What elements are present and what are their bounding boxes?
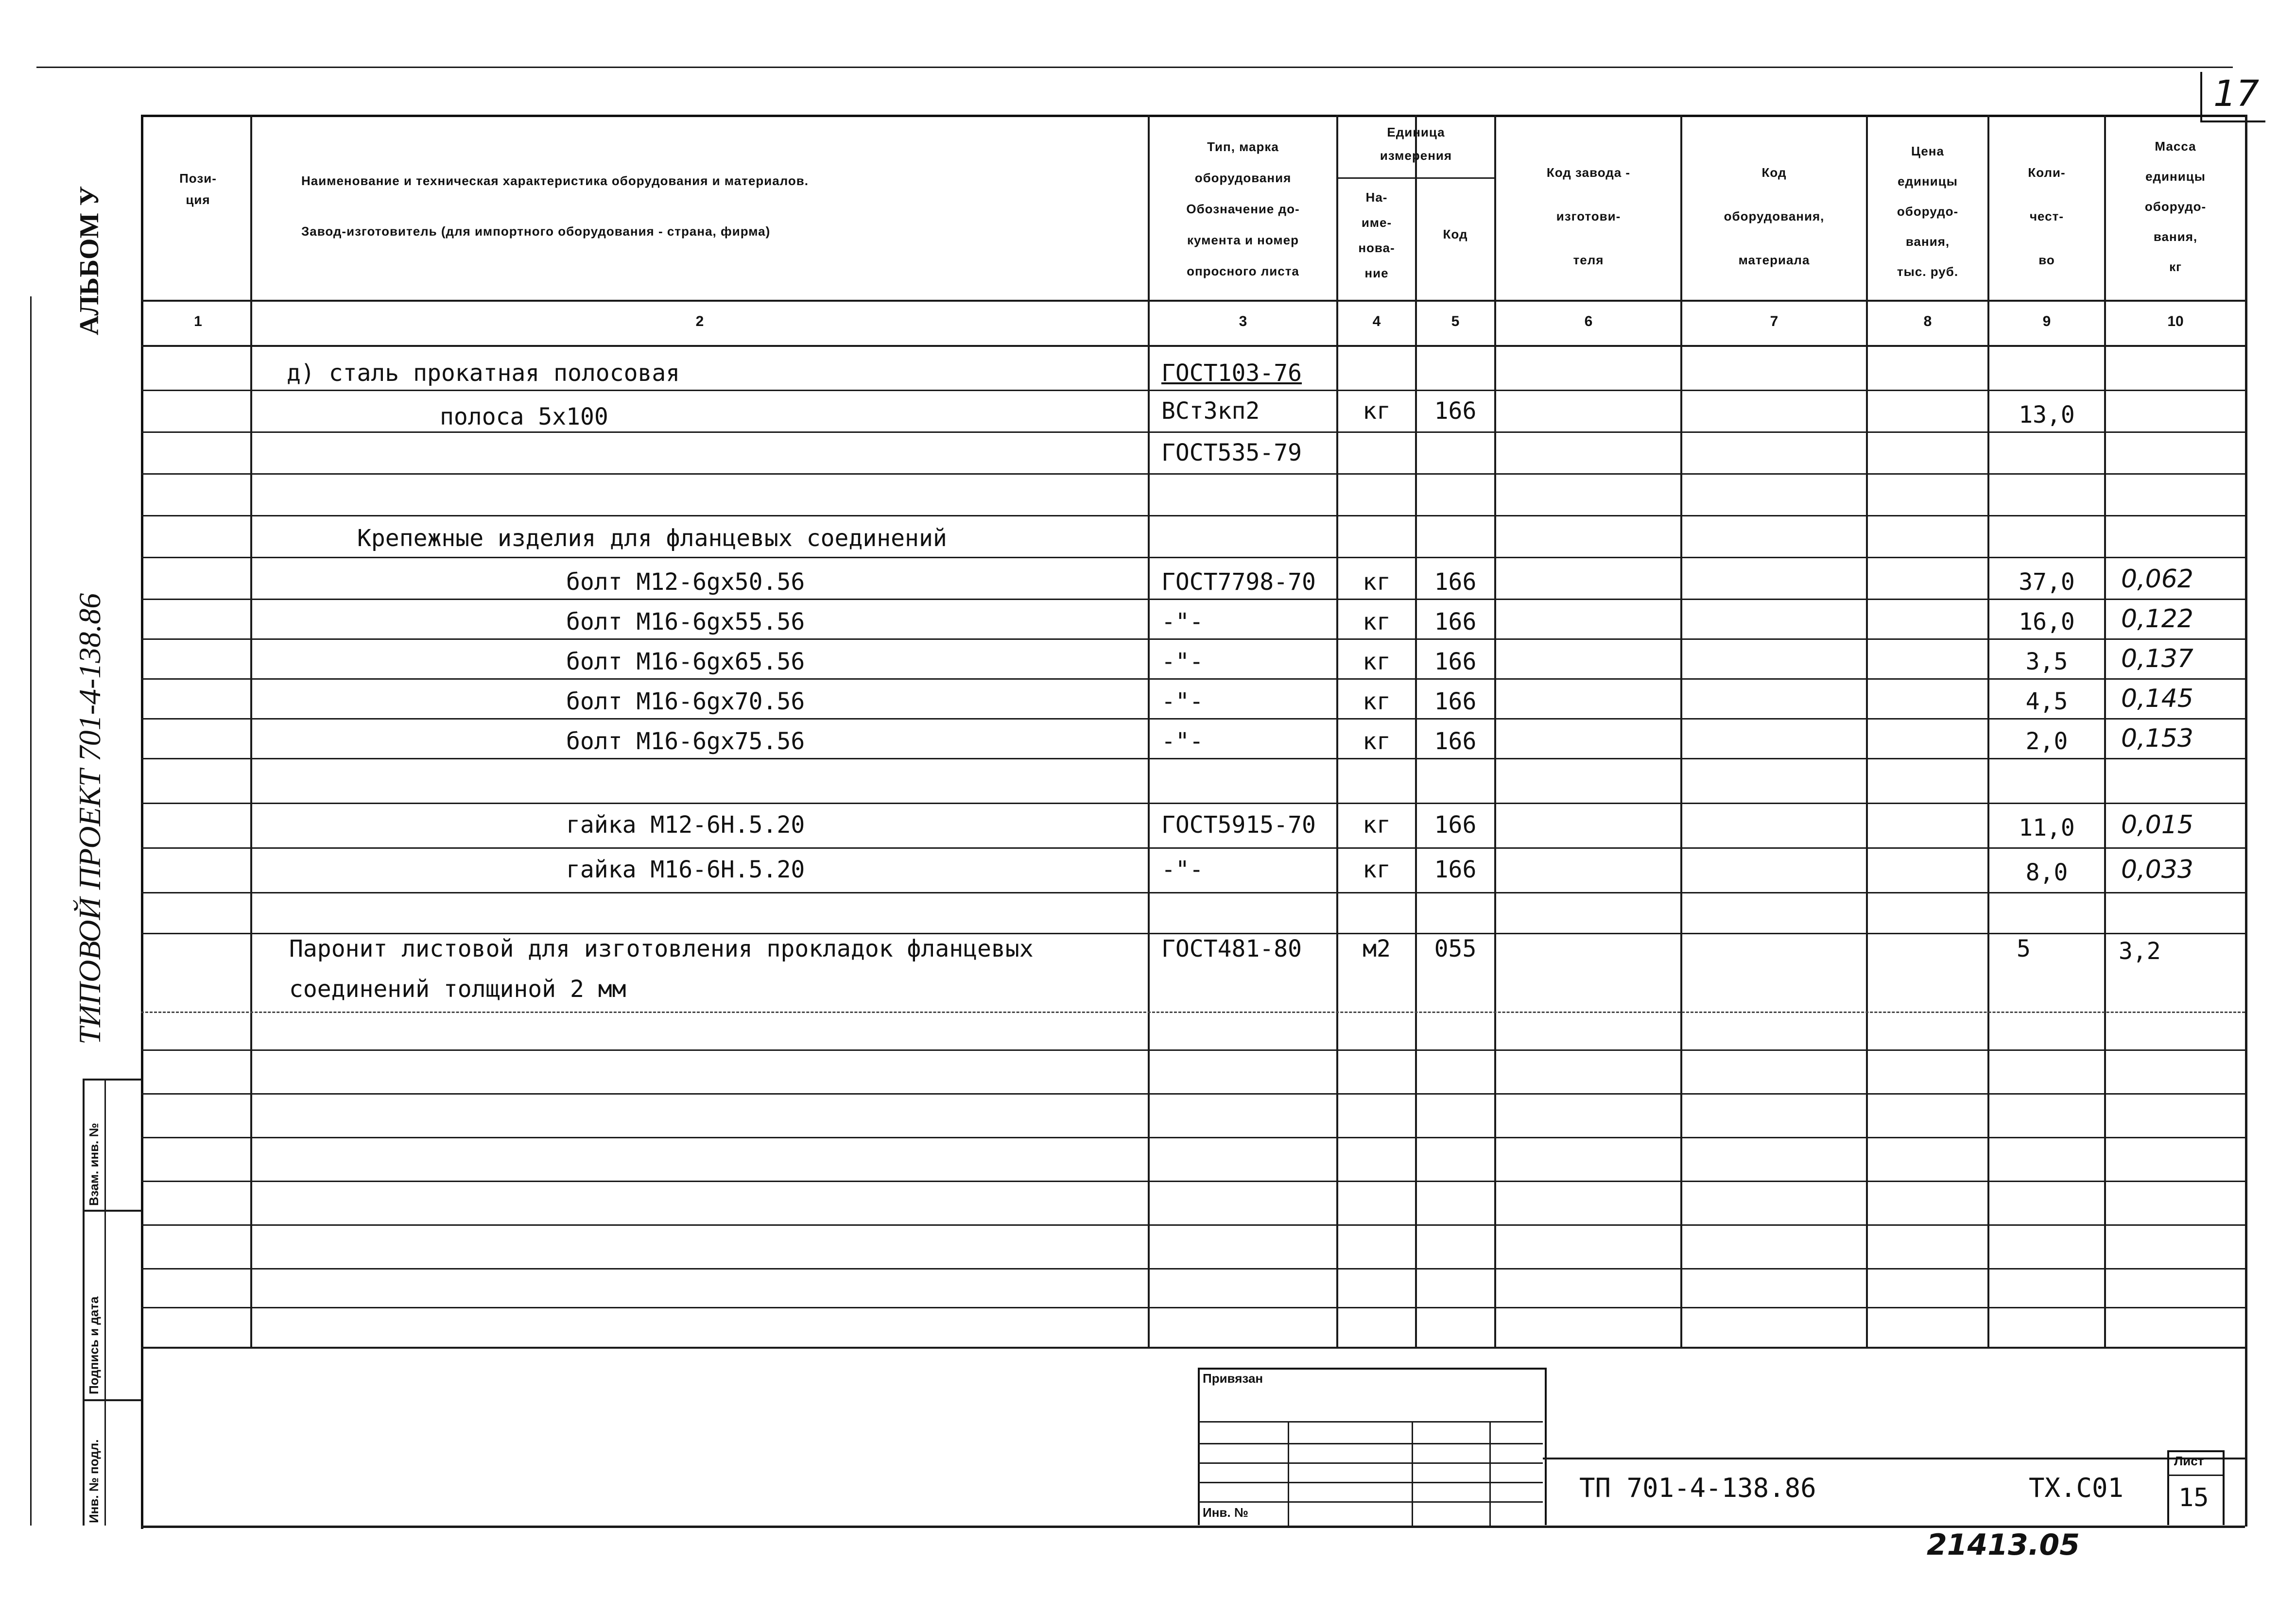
table-row-qty: 11,0 xyxy=(2019,814,2075,841)
table-row-doc: ВСт3кп2 xyxy=(1161,397,1260,425)
table-row-doc: -"- xyxy=(1161,728,1204,755)
table-row-name: гайка М12-6Н.5.20 xyxy=(566,811,805,839)
table-row-unit: м2 xyxy=(1363,935,1391,962)
table-row-unit: кг xyxy=(1363,608,1391,635)
column-number: 2 xyxy=(695,313,704,329)
header-price: Цена единицы оборудо- вания, тыс. руб. xyxy=(1897,144,1959,279)
table-row-mass: 0,153 xyxy=(2121,724,2193,753)
header-position: Пози- ция xyxy=(179,171,217,207)
column-number: 9 xyxy=(2042,313,2051,329)
table-row-unit: кг xyxy=(1363,856,1391,883)
table-row-name: д) сталь прокатная полосовая xyxy=(287,360,680,387)
header-maker-code: Код завода - изготови- теля xyxy=(1546,165,1631,267)
table-row-name: болт М16-6gx55.56 xyxy=(566,608,805,635)
table-row-code: 166 xyxy=(1434,728,1477,755)
table-row-unit: кг xyxy=(1363,397,1391,425)
column-number: 6 xyxy=(1584,313,1593,329)
stamp-signature-date: Подпись и дата xyxy=(86,1296,101,1394)
table-row-doc: -"- xyxy=(1161,608,1204,635)
column-number: 10 xyxy=(2167,313,2184,329)
table-row-name: болт М16-6gx75.56 xyxy=(566,728,805,755)
table-row-code: 166 xyxy=(1434,608,1477,635)
header-name: Наименование и техническая характеристика оборудования и материалов. Завод-изготовитель (для импортного оборудования - страна, фирма) xyxy=(301,173,809,239)
header-unit-code: Код xyxy=(1443,227,1468,241)
table-row-doc: -"- xyxy=(1161,688,1204,715)
column-number: 7 xyxy=(1770,313,1778,329)
sheet-corner-number: 17 xyxy=(2213,73,2260,115)
table-row-code: 166 xyxy=(1434,568,1477,596)
table-row-name: полоса 5х100 xyxy=(440,403,608,430)
column-number: 5 xyxy=(1451,313,1460,329)
header-unit-name: На- име- нова- ние xyxy=(1358,190,1395,280)
album-label: АЛЬБОМ У xyxy=(74,186,104,335)
designation: ТП 701-4-138.86 xyxy=(1579,1473,1816,1503)
table-row-qty: 37,0 xyxy=(2019,568,2075,596)
table-row-mass: 0,137 xyxy=(2121,644,2193,673)
stamp-inv-original: Инв. № подл. xyxy=(86,1439,101,1523)
table-row-mass: 0,122 xyxy=(2121,604,2193,634)
column-number: 1 xyxy=(194,313,202,329)
bottom-number: 21413.05 xyxy=(1927,1528,2080,1562)
table-row-unit: кг xyxy=(1363,688,1391,715)
table-row-name: соединений толщиной 2 мм xyxy=(289,976,626,1003)
header-quantity: Коли- чест- во xyxy=(2028,165,2066,267)
table-row-qty: 4,5 xyxy=(2025,688,2068,715)
table-row-unit: кг xyxy=(1363,811,1391,839)
column-number: 8 xyxy=(1923,313,1932,329)
table-row-qty: 8,0 xyxy=(2025,859,2068,886)
table-row-code: 055 xyxy=(1434,935,1477,962)
sheet-number: 15 xyxy=(2178,1483,2209,1512)
table-row-doc: -"- xyxy=(1161,648,1204,675)
project-label: ТИПОВОЙ ПРОЕКТ 701-4-138.86 xyxy=(72,593,107,1045)
table-row-code: 166 xyxy=(1434,648,1477,675)
table-row-doc: ГОСТ103-76 xyxy=(1161,360,1302,387)
table-row-mass: 3,2 xyxy=(2119,938,2161,965)
table-row-name: гайка М16-6Н.5.20 xyxy=(566,856,805,883)
table-row-doc: -"- xyxy=(1161,856,1204,883)
table-row-qty: 5 xyxy=(2017,935,2031,962)
table-row-mass: 0,145 xyxy=(2121,684,2193,713)
document-code: ТХ.С01 xyxy=(2029,1473,2124,1503)
column-number: 4 xyxy=(1372,313,1381,329)
table-row-code: 166 xyxy=(1434,688,1477,715)
table-row-qty: 2,0 xyxy=(2025,728,2068,755)
privyazan-label: Привязан xyxy=(1203,1371,1263,1386)
table-row-name: болт М12-6gx50.56 xyxy=(566,568,805,596)
header-mass: Масса единицы оборудо- вания, кг xyxy=(2144,139,2207,274)
table-row-name: болт М16-6gx70.56 xyxy=(566,688,805,715)
table-row-code: 166 xyxy=(1434,856,1477,883)
table-row-unit: кг xyxy=(1363,728,1391,755)
table-row-code: 166 xyxy=(1434,811,1477,839)
table-row-qty: 3,5 xyxy=(2025,648,2068,675)
table-row-doc: ГОСТ481-80 xyxy=(1161,935,1302,962)
header-equipment-code: Код оборудования, материала xyxy=(1724,165,1825,267)
table-row-name: Крепежные изделия для фланцевых соединений xyxy=(357,525,947,552)
header-unit-group: Единица измерения xyxy=(1380,125,1452,163)
stamp-replace-inv: Взам. инв. № xyxy=(86,1123,101,1206)
table-row-name: болт М16-6gx65.56 xyxy=(566,648,805,675)
table-row-mass: 0,062 xyxy=(2121,565,2193,594)
table-row-doc: ГОСТ7798-70 xyxy=(1161,568,1316,596)
table-row-qty: 16,0 xyxy=(2019,608,2075,635)
column-number: 3 xyxy=(1239,313,1247,329)
table-row-qty: 13,0 xyxy=(2019,401,2075,429)
sheet-label: Лист xyxy=(2174,1454,2204,1468)
table-row-mass: 0,015 xyxy=(2121,810,2193,840)
table-row-doc: ГОСТ5915-70 xyxy=(1161,811,1316,839)
table-row-name: Паронит листовой для изготовления прокладок фланцевых xyxy=(289,935,1034,962)
header-type: Тип, марка оборудования Обозначение до- кумента и номер опросного листа xyxy=(1186,139,1300,278)
table-row-code: 166 xyxy=(1434,397,1477,425)
table-row-unit: кг xyxy=(1363,648,1391,675)
table-row-unit: кг xyxy=(1363,568,1391,596)
table-row-doc: ГОСТ535-79 xyxy=(1161,439,1302,466)
table-row-mass: 0,033 xyxy=(2121,855,2193,884)
inv-label: Инв. № xyxy=(1203,1505,1248,1520)
